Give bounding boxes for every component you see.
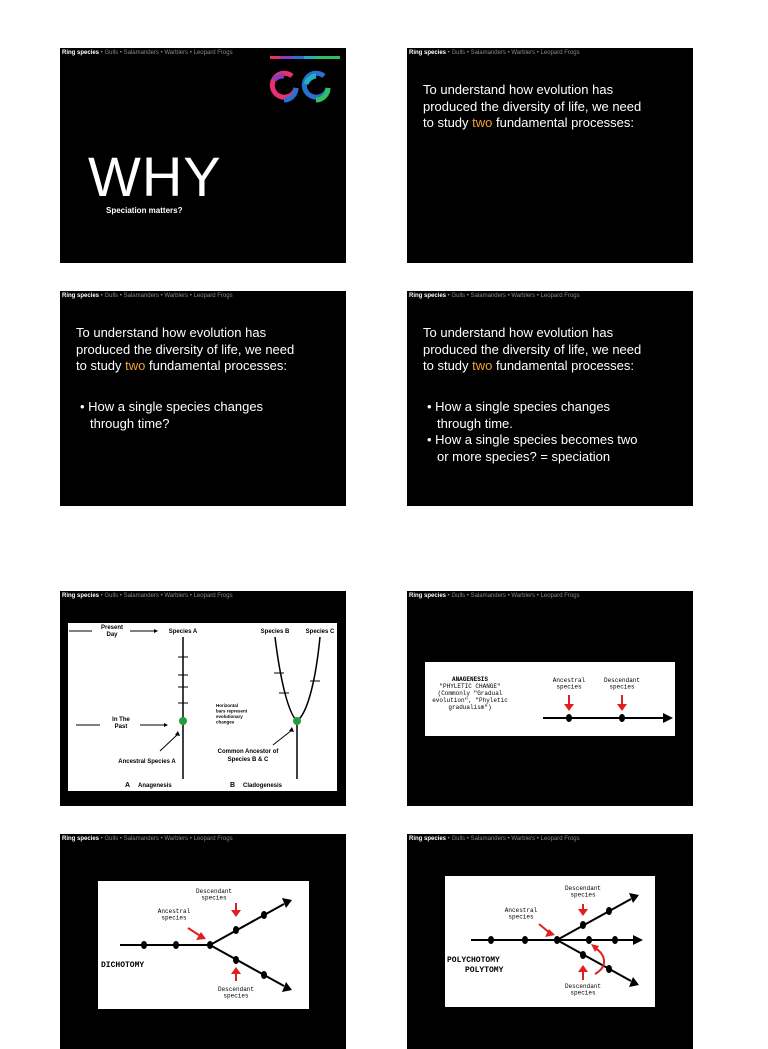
present-day-label: Present Day [100,625,124,638]
slide-subtitle: Speciation matters? [106,206,183,215]
svg-text:(Commonly "Gradual: (Commonly "Gradual [437,690,503,697]
diagram-panel [425,662,675,736]
polytomy-diagram [445,876,655,1007]
bullet-list [423,399,683,465]
svg-text:"PHYLETIC CHANGE": "PHYLETIC CHANGE" [439,683,501,690]
slide-title: WHY [88,145,222,208]
slide-nav: Ring species • Gulls • Salamanders • Warblers • Leopard Frogs [62,50,233,56]
slide-nav: Ring species • Gulls • Salamanders • Warblers • Leopard Frogs [409,50,580,56]
bullet-list [76,399,336,432]
slide-nav: Ring species • Gulls • Salamanders • Warblers • Leopard Frogs [409,593,580,599]
slide-nav: Ring species • Gulls • Salamanders • Warblers • Leopard Frogs [62,293,233,299]
list-item: • How a single species changes through time. [427,399,611,431]
polytomy-label: POLYTOMY [465,966,504,975]
descendant-species-label: Descendant species [603,677,641,691]
intro-text: To understand how evolution has produced the diversity of life, we need to study two fundamental processes: [76,325,295,373]
slide-6 [407,591,693,806]
ancestral-species-label: Ancestral species [552,677,586,691]
slide-nav: Ring species • Gulls • Salamanders • Warblers • Leopard Frogs [409,293,580,299]
dichotomy-diagram [98,881,309,1009]
common-ancestor-label: Common Ancestor of Species B & C [217,749,279,763]
dichotomy-label: DICHOTOMY [101,961,145,970]
svg-text:gradualism"): gradualism") [448,704,492,711]
species-b-label: Species B [260,629,290,635]
descendant-top-label: Descendant species [195,888,233,902]
ancestral-species-a-label: Ancestral Species A [118,759,176,765]
slide-nav: Ring species • Gulls • Salamanders • Warblers • Leopard Frogs [409,836,580,842]
ancestral-species-label: Ancestral species [157,908,191,922]
caption-anagenesis: Anagenesis [138,783,172,789]
in-the-past-label: In The Past [112,717,130,730]
caption-a: A [125,782,131,789]
descendant-bottom-label: Descendant species [217,986,255,1000]
caption-b: B [230,782,236,789]
diagram-panel [445,876,655,1007]
slide-1 [60,48,346,263]
list-item: • How a single species becomes two or more species? = speciation [427,432,638,464]
diagram-panel [68,623,337,791]
logo-icon [266,54,340,106]
slide-5 [60,591,346,806]
diagram-panel [98,881,309,1009]
slide-nav: Ring species • Gulls • Salamanders • Warblers • Leopard Frogs [62,836,233,842]
anagenesis-cladogenesis-diagram [68,623,337,791]
anagenesis-diagram [425,662,675,736]
intro-text: To understand how evolution has produced the diversity of life, we need to study two fundamental processes: [423,325,642,373]
descendant-top-label: Descendant species [564,885,602,899]
horizontal-bars-note: Horizontal bars represent evolutionary changes [216,703,248,725]
ancestral-species-label: Ancestral species [504,907,538,921]
slide-3 [60,291,346,506]
slide-4 [407,291,693,506]
species-a-label: Species A [168,629,198,635]
species-c-label: Species C [305,629,335,635]
intro-text: To understand how evolution has produced the diversity of life, we need to study two fundamental processes: [423,82,642,130]
descendant-bottom-label: Descendant species [564,983,602,997]
slide-nav: Ring species • Gulls • Salamanders • Warblers • Leopard Frogs [62,593,233,599]
slide-8 [407,834,693,1049]
polychotomy-label: POLYCHOTOMY [447,956,500,965]
caption-cladogenesis: Cladogenesis [243,783,283,789]
slide-7 [60,834,346,1049]
svg-text:evolution", "Phyletic: evolution", "Phyletic [432,697,508,704]
svg-text:ANAGENESIS: ANAGENESIS [451,676,489,683]
slide-2 [407,48,693,263]
list-item: • How a single species changes through time? [80,399,264,431]
